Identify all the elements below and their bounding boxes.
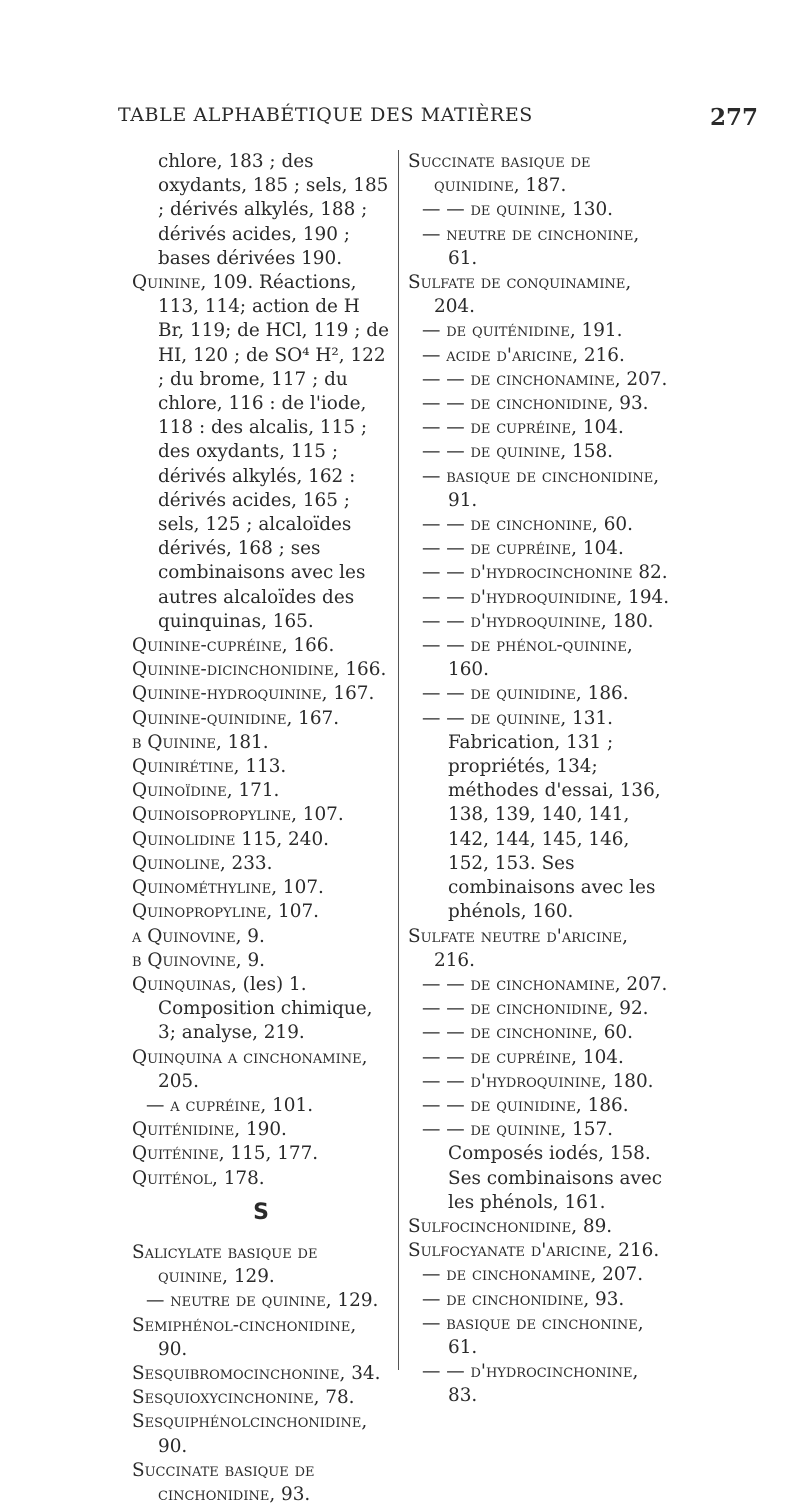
index-entry [408, 682, 673, 706]
entry-references: , 9. [235, 949, 266, 971]
entry-heading: Sulfate de conquinamine [408, 272, 626, 294]
index-entry [132, 682, 390, 706]
page-number: 277 [709, 104, 758, 131]
entry-references: , 178. [212, 1167, 265, 1189]
index-entry [408, 1239, 673, 1263]
entry-references: , 130. [560, 199, 613, 221]
index-entry [408, 223, 673, 271]
entry-references: , 180. [600, 610, 654, 632]
index-entry [408, 634, 673, 682]
entry-heading: Succinate basique de quinidine [408, 151, 591, 197]
entry-heading: Sulfate neutre d'aricine [408, 925, 623, 947]
entry-heading: Quinquina a cinchonamine [132, 1046, 362, 1068]
index-entry [132, 658, 390, 682]
entry-references: , 129. [222, 1266, 275, 1288]
index-entry [132, 1386, 390, 1410]
entry-references: , 190. [234, 1119, 287, 1141]
entry-heading: Quiténidine [132, 1119, 235, 1141]
entry-references: , 90. [158, 1314, 357, 1360]
entry-heading: Quinquinas [132, 973, 231, 995]
entry-heading: — — de quinidine [422, 683, 576, 705]
right-entry-list [408, 150, 673, 1409]
index-entry [132, 1362, 390, 1386]
index-entry [408, 150, 673, 198]
index-entry [408, 1215, 673, 1239]
entry-references: , 167. [321, 683, 375, 705]
left-column [132, 150, 390, 1507]
index-entry [132, 828, 390, 852]
entry-references: , 90. [158, 1411, 368, 1457]
entry-references: , 205. [158, 1046, 368, 1092]
index-entry [408, 1070, 673, 1094]
entry-heading: Quinine-dicinchonidine [132, 659, 334, 681]
entry-heading: — neutre de cinchonine [422, 223, 634, 245]
entry-heading: Quinine-cupréine [132, 635, 282, 657]
entry-heading: — de cinchonamine [422, 1264, 591, 1286]
index-entry [132, 1289, 390, 1313]
entry-references: , 216. [606, 1240, 660, 1262]
entry-references: , 160. [448, 635, 633, 681]
index-entry [132, 949, 390, 973]
index-entry [408, 1360, 673, 1408]
left-entry-list [132, 271, 390, 1191]
entry-references: , 101. [260, 1094, 314, 1116]
index-entry [132, 1167, 390, 1191]
entry-references: , 60. [592, 1022, 633, 1044]
entry-references: , 92. [607, 998, 649, 1020]
entry-heading: — neutre de quinine [146, 1290, 326, 1312]
index-entry [132, 973, 390, 1046]
entry-references: , 186. [575, 1094, 629, 1116]
entry-heading: Sesquiphénolcinchonidine [132, 1411, 362, 1433]
entry-references: , 216. [434, 925, 628, 971]
index-entry [132, 925, 390, 949]
entry-references: , 9. [235, 925, 265, 947]
entry-references: , 216. [572, 344, 625, 366]
entry-heading: Sulfocyanate d'aricine [408, 1240, 607, 1262]
index-entry [132, 1118, 390, 1142]
entry-references: , 131. Fabrication, 131 ; propriétés, 134; méthodes d'essai, 136, 138, 139, 140, 141, 142, 144, 145, 146, 152, 153. Ses combinaisons avec les phénols, 160. [448, 707, 661, 923]
entry-heading: Semiphénol-cinchonidine [132, 1314, 351, 1336]
index-entry [408, 1288, 673, 1312]
entry-heading: — — de cupréine [422, 538, 572, 560]
index-entry [132, 1459, 390, 1507]
index-entry [132, 1046, 390, 1094]
entry-heading: Quiténine [132, 1143, 219, 1165]
entry-heading: — — de cinchonine [422, 514, 593, 536]
entry-heading: Quinirétine [132, 756, 234, 778]
index-entry [408, 440, 673, 464]
entry-heading: — — de quinine [422, 441, 561, 463]
entry-heading: β Quinovine [132, 949, 236, 971]
index-entry [408, 537, 673, 561]
entry-heading: — — de quinine [422, 1119, 561, 1141]
entry-heading: Quinine-quinidine [132, 707, 287, 729]
entry-heading: Quinine-hydroquinine [132, 683, 322, 705]
continued-entry: chlore, 183 ; des oxydants, 185 ; sels, 185 ; dérivés alkylés, 188 ; dérivés acides, 190 ; bases dérivées 190. [158, 151, 389, 269]
entry-heading: Succinate basique de cinchonidine [132, 1459, 315, 1505]
entry-references: , 207. [590, 1264, 644, 1286]
entry-heading: — — de quinidine [422, 1094, 576, 1116]
index-entry [408, 271, 673, 319]
entry-heading: — acide d'aricine [422, 344, 573, 366]
index-entry [408, 368, 673, 392]
left-entry-list-s [132, 1241, 390, 1507]
entry-heading: Sesquibromocinchonine [132, 1362, 340, 1384]
entry-heading: Quinine [132, 272, 201, 294]
entry-references: , 158. [560, 441, 613, 463]
index-entry [132, 271, 390, 634]
index-entry [132, 852, 390, 876]
entry-references: , 194. [616, 586, 670, 608]
index-entry [132, 779, 390, 803]
entry-references: , 186. [575, 683, 629, 705]
entry-heading: — — de cupréine [422, 417, 572, 439]
entry-heading: — — de cinchonamine [422, 973, 615, 995]
entry-references: , 167. [286, 707, 340, 729]
entry-heading: — — d'hydroquinidine [422, 586, 617, 608]
entry-references: , 166. [281, 635, 335, 657]
entry-references: , 187. [513, 175, 567, 197]
index-entry [132, 731, 390, 755]
index-entry [408, 1046, 673, 1070]
entry-references: , 93. [607, 393, 649, 415]
entry-references: , 61. [448, 1312, 644, 1358]
entry-heading: α Quinovine [132, 925, 236, 947]
index-entry [408, 1312, 673, 1360]
entry-references: , 107. [291, 804, 344, 826]
index-entry [408, 513, 673, 537]
right-column [408, 150, 673, 1409]
entry-heading: — — de cinchonidine [422, 998, 608, 1020]
index-entry [408, 1118, 673, 1215]
entry-references: , 61. [448, 223, 640, 269]
entry-heading: — — de cupréine [422, 1046, 572, 1068]
entry-references: , 166. [333, 659, 387, 681]
index-entry [408, 997, 673, 1021]
entry-references: , 171. [226, 780, 280, 802]
entry-heading: Salicylate basique de quinine [132, 1241, 318, 1288]
entry-heading: — — de quinine [422, 707, 561, 729]
index-entry [132, 634, 390, 658]
entry-heading: — basique de cinchonine [422, 1312, 638, 1334]
index-entry [408, 319, 673, 343]
entry-references: , 104. [571, 417, 624, 439]
entry-references: , (les) 1. Composition chimique, 3; analyse, 219. [158, 973, 373, 1044]
entry-heading: Quinoisopropyline [132, 804, 292, 826]
index-entry [132, 1410, 390, 1458]
entry-references: , 115, 177. [218, 1143, 319, 1165]
index-entry [408, 1021, 673, 1045]
entry-references: , 129. [325, 1290, 379, 1312]
entry-references: , 60. [592, 514, 633, 536]
index-entry [408, 610, 673, 634]
entry-references: , 181. [215, 731, 269, 753]
entry-references: , 180. [600, 1070, 654, 1092]
column-divider [398, 150, 399, 1370]
entry-references: , 107. [271, 877, 324, 899]
index-entry [408, 586, 673, 610]
entry-references: , 83. [448, 1361, 639, 1407]
index-entry [408, 344, 673, 368]
entry-references: , 107. [266, 901, 319, 923]
entry-references: , 113. [233, 756, 287, 778]
entry-references: , 207. [614, 973, 668, 995]
entry-references: , 157. Composés iodés, 158. Ses combinaisons avec les phénols, 161. [448, 1119, 663, 1213]
entry-heading: — de cinchonidine [422, 1288, 584, 1310]
entry-references: , 233. [219, 852, 273, 874]
entry-references: , 93. [269, 1483, 311, 1505]
running-title: TABLE ALPHABÉTIQUE DES MATIÈRES [118, 104, 533, 126]
index-entry [408, 392, 673, 416]
index-entry [132, 1314, 390, 1362]
entry-references: 115, 240. [235, 828, 329, 850]
entry-heading: — — de cinchonamine [422, 368, 615, 390]
entry-heading: Quinopropyline [132, 901, 267, 923]
index-entry [132, 876, 390, 900]
entry-heading: — — d'hydroquinine [422, 1070, 601, 1092]
entry-heading: Sesquioxycinchonine [132, 1387, 314, 1409]
index-entry [132, 1094, 390, 1118]
section-letter: S [253, 1199, 269, 1225]
index-entry [132, 1142, 390, 1166]
index-entry [408, 1094, 673, 1118]
index-entry [408, 416, 673, 440]
entry-heading: Quinolidine [132, 828, 236, 850]
entry-references: , 93. [583, 1288, 625, 1310]
index-entry [408, 925, 673, 973]
index-entry [132, 1241, 390, 1289]
entry-heading: — — de cinchonine [422, 1022, 593, 1044]
index-entry [408, 707, 673, 925]
entry-references: , 34. [339, 1362, 381, 1384]
entry-references: , 104. [571, 1046, 624, 1068]
entry-heading: — — d'hydrocinchonine [422, 1361, 633, 1383]
index-entry [408, 198, 673, 222]
index-entry [408, 1263, 673, 1287]
entry-heading: Sulfocinchonidine [408, 1215, 572, 1237]
entry-heading: — — de quinine [422, 199, 561, 221]
entry-heading: — — de phénol-quinine [422, 635, 627, 657]
entry-heading: — de quiténidine [422, 320, 570, 342]
entry-references: , 78. [313, 1387, 355, 1409]
entry-references: , 204. [434, 272, 632, 318]
entry-heading: Quinométhyline [132, 877, 272, 899]
entry-heading: Quinoline [132, 852, 220, 874]
index-entry [408, 973, 673, 997]
page-header [118, 104, 758, 140]
index-entry [408, 465, 673, 513]
index-entry [132, 900, 390, 924]
entry-references: , 207. [614, 368, 668, 390]
entry-references: , 91. [448, 465, 660, 511]
entry-references: , 89. [571, 1215, 613, 1237]
entry-heading: — — de cinchonidine [422, 393, 608, 415]
entry-references: , 191. [569, 320, 623, 342]
index-entry [408, 561, 673, 585]
entry-heading: Quiténol [132, 1167, 212, 1189]
index-entry [132, 755, 390, 779]
entry-heading: — a cupréine [146, 1094, 261, 1116]
entry-heading: β Quinine [132, 731, 216, 753]
entry-references: , 109. Réactions, 113, 114; action de H Br, 119; de HCl, 119 ; de HI, 120 ; de SO⁴ H², 122 ; du brome, 117 ; du chlore, 116 : de l'iode, 118 : des alcalis, 115 ; des oxydants, 115 ; dérivés alkylés, 162 : dérivés acides, 165 ; sels, 125 ; alcaloïdes dérivés, 168 ; ses combinaisons avec les autres alcaloïdes des quinquinas, 165. [158, 272, 389, 632]
entry-heading: — — d'hydroquinine [422, 610, 601, 632]
entry-references: 82. [632, 562, 668, 584]
index-entry [132, 707, 390, 731]
entry-heading: — — d'hydrocinchonine [422, 562, 633, 584]
entry-heading: Quinoïdine [132, 780, 227, 802]
entry-references: , 104. [571, 538, 624, 560]
entry-heading: — basique de cinchonidine [422, 465, 654, 487]
index-entry [132, 803, 390, 827]
